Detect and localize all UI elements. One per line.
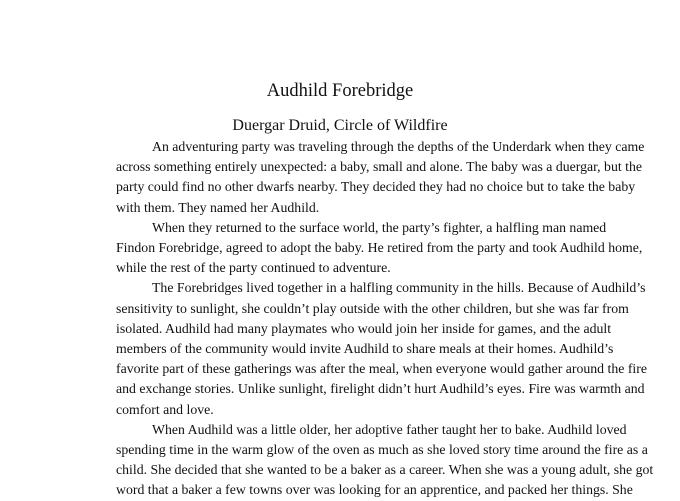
text-line: Findon Forebridge, agreed to adopt the baby. He retired from the party and took Audhild home, [116, 240, 643, 256]
text-line: The Forebridges lived together in a halfling community in the hills. Because of Audhild’s [152, 280, 646, 296]
text-line: An adventuring party was traveling through the depths of the Underdark when they came [152, 139, 645, 154]
text-line: members of the community would invite Audhild to share meals at their homes. Audhild’s [116, 341, 614, 357]
text-line: while the rest of the party continued to adventure. [116, 260, 391, 276]
text-line: and exchange stories. Unlike sunlight, firelight didn’t hurt Audhild’s eyes. Fire was warmth and [116, 381, 645, 397]
paragraph-3 [116, 278, 647, 419]
text-line: spending time in the warm glow of the oven as much as she loved story time around the fire as a [116, 442, 648, 458]
text-line: isolated. Audhild had many playmates who would join her inside for games, and the adult [116, 320, 612, 336]
text-line: favorite part of these gatherings was after the meal, when everyone would gather around the fire [116, 361, 647, 377]
text-line: across something entirely unexpected: a baby, small and alone. The baby was a duergar, but the [116, 159, 642, 175]
text-line: child. She decided that she wanted to be a baker as a career. When she was a young adult, she got [116, 462, 654, 478]
document-title: Audhild Forebridge [266, 81, 414, 101]
document-subtitle: Duergar Druid, Circle of Wildfire [232, 117, 448, 134]
paragraph-1 [116, 137, 645, 218]
text-line: with them. They named her Audhild. [116, 199, 320, 215]
paragraph-2 [116, 218, 643, 279]
text-line: party could find no other dwarfs nearby. They decided they had no choice but to take the baby [116, 179, 636, 195]
text-line: word that a baker a few towns over was looking for an apprentice, and packed her things. She [116, 482, 633, 498]
paragraph-4 [116, 420, 654, 501]
text-line: sensitivity to sunlight, she couldn’t play outside with the other children, but she was far from [116, 300, 629, 316]
text-line: comfort and love. [116, 401, 214, 417]
document-body [116, 137, 654, 501]
text-line: When they returned to the surface world, the party’s fighter, a halfling man named [152, 219, 607, 235]
text-line: When Audhild was a little older, her adoptive father taught her to bake. Audhild loved [152, 421, 627, 437]
